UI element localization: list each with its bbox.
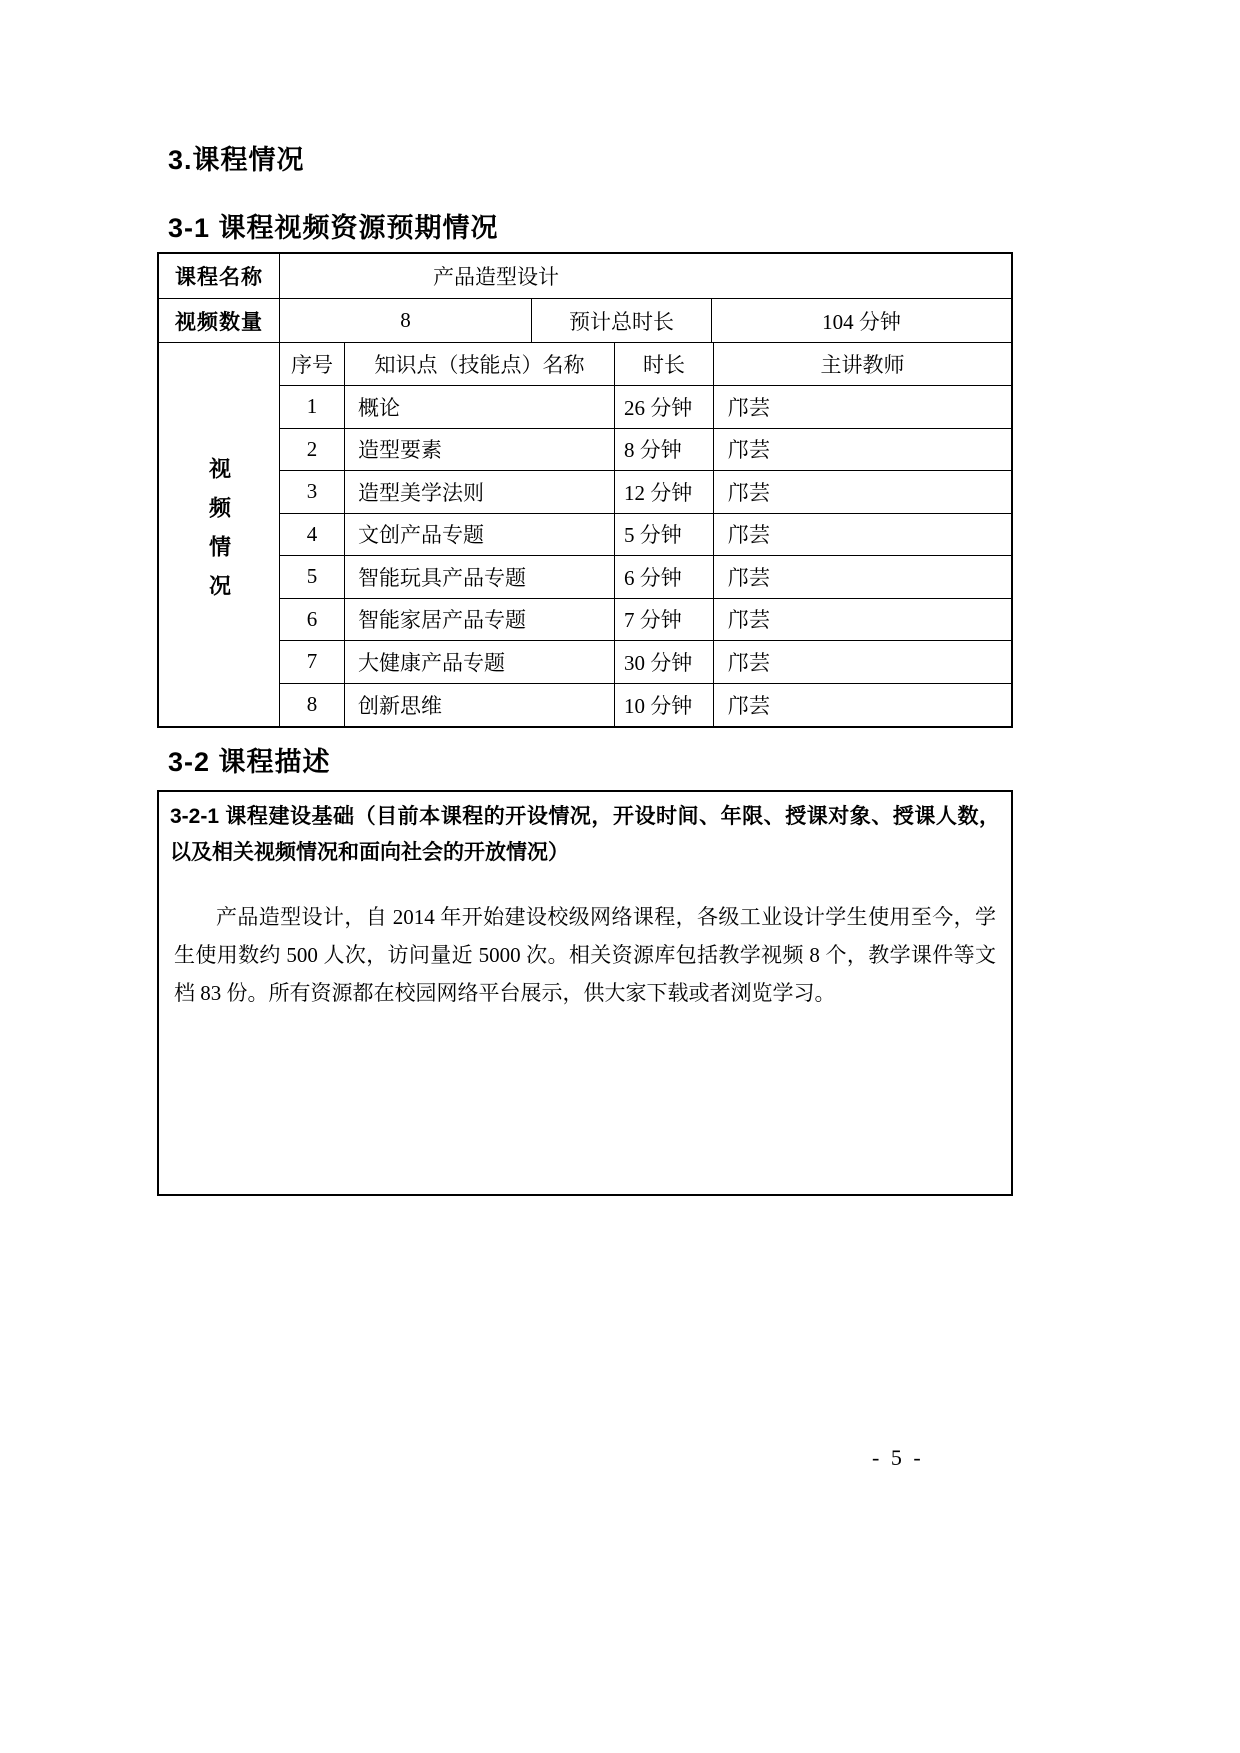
row-no: 1 [280,386,345,428]
row-teacher: 邝芸 [728,650,770,675]
row-duration: 30 分钟 [615,641,714,683]
row-teacher: 邝芸 [728,438,770,463]
video-count-value: 8 [280,299,532,342]
row-name: 造型要素 [345,429,615,471]
table-row-video-count [159,299,1011,343]
table-row-course-name [159,254,1011,299]
table-row [280,429,1011,472]
row-no: 3 [280,471,345,513]
row-name: 文创产品专题 [345,514,615,556]
row-duration: 26 分钟 [615,386,714,428]
row-teacher: 邝芸 [728,395,770,420]
description-box-heading: 3-2-1 课程建设基础（目前本课程的开设情况，开设时间、年限、授课对象、授课人数，以及相关视频情况和面向社会的开放情况） [170,805,1000,864]
table-row [280,386,1011,429]
row-no: 8 [280,684,345,727]
row-name: 概论 [345,386,615,428]
description-box-body: 产品造型设计，自 2014 年开始建设校级网络课程，各级工业设计学生使用至今，学生使用数约 500 人次，访问量近 5000 次。相关资源库包括教学视频 8 个，教学课件等文档 83 份。所有资源都在校园网络平台展示，供大家下载或者浏览学习。 [174,905,996,1005]
column-header-teacher: 主讲教师 [820,353,905,377]
table-row [280,471,1011,514]
total-duration-label: 预计总时长 [532,299,712,342]
subsection-3-2-title: 3-2 课程描述 [168,747,331,777]
table-row [280,599,1011,642]
section-title: 3.课程情况 [168,145,305,175]
row-duration: 6 分钟 [615,556,714,598]
subtable-header-row [280,343,1011,386]
row-name: 智能家居产品专题 [345,599,615,641]
table-row [280,641,1011,684]
row-teacher: 邝芸 [728,565,770,590]
row-no: 7 [280,641,345,683]
table-row [280,556,1011,599]
row-duration: 5 分钟 [615,514,714,556]
table-row-video-details [159,343,1011,726]
column-header-duration: 时长 [615,343,714,385]
row-duration: 10 分钟 [615,684,714,727]
course-name-value: 产品造型设计 [433,265,559,289]
video-resource-table [157,252,1013,728]
row-teacher: 邝芸 [728,693,770,718]
row-no: 2 [280,429,345,471]
row-teacher: 邝芸 [728,608,770,633]
subsection-3-1-title: 3-1 课程视频资源预期情况 [168,213,499,243]
row-name: 创新思维 [345,684,615,727]
row-duration: 12 分钟 [615,471,714,513]
video-section-cell [159,343,280,726]
course-name-label: 课程名称 [159,254,280,298]
total-duration-value: 104 分钟 [822,309,901,334]
row-no: 5 [280,556,345,598]
column-header-name: 知识点（技能点）名称 [345,343,615,385]
course-name-empty-cell [712,254,1011,298]
video-list-subtable [280,343,1011,726]
row-teacher: 邝芸 [728,523,770,548]
video-section-label: 视频情况 [206,456,232,613]
video-count-label: 视频数量 [159,299,280,342]
course-description-box [157,790,1013,1196]
row-name: 智能玩具产品专题 [345,556,615,598]
table-row [280,514,1011,557]
row-duration: 7 分钟 [615,599,714,641]
column-header-no: 序号 [280,343,345,385]
row-name: 大健康产品专题 [345,641,615,683]
row-no: 6 [280,599,345,641]
row-duration: 8 分钟 [615,429,714,471]
row-no: 4 [280,514,345,556]
row-teacher: 邝芸 [728,480,770,505]
page-number: - 5 - [872,1445,924,1470]
table-row [280,684,1011,727]
row-name: 造型美学法则 [345,471,615,513]
